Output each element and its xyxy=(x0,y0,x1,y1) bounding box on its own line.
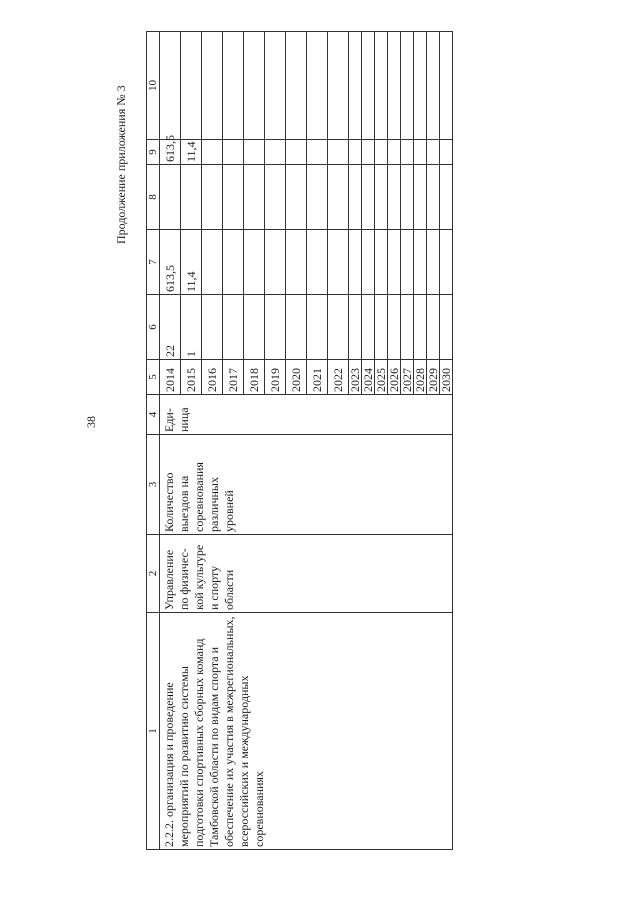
year-cell: 2027 xyxy=(401,360,414,395)
value-cell-c5 xyxy=(244,295,265,360)
column-number-3: 3 xyxy=(147,435,160,535)
column-number-5: 5 xyxy=(147,360,160,395)
value-cell-c5 xyxy=(265,295,286,360)
value-cell-c8 xyxy=(202,140,223,165)
year-cell: 2015 xyxy=(181,360,202,395)
value-cell-c6 xyxy=(375,230,388,295)
value-cell-c7 xyxy=(440,165,453,230)
value-cell-c7 xyxy=(349,165,362,230)
year-cell: 2017 xyxy=(223,360,244,395)
program-table xyxy=(146,31,453,850)
value-cell-c5 xyxy=(362,295,375,360)
value-cell-c7 xyxy=(328,165,349,230)
table-row xyxy=(160,32,181,850)
value-cell-c5 xyxy=(349,295,362,360)
unit-cell: Еди-ница xyxy=(160,395,453,435)
value-cell-c5 xyxy=(414,295,427,360)
value-cell-c6 xyxy=(401,230,414,295)
value-cell-c9 xyxy=(307,32,328,140)
value-cell-c9 xyxy=(244,32,265,140)
value-cell-c9 xyxy=(328,32,349,140)
year-cell: 2024 xyxy=(362,360,375,395)
column-number-6: 6 xyxy=(147,295,160,360)
year-cell: 2025 xyxy=(375,360,388,395)
value-cell-c9 xyxy=(401,32,414,140)
value-cell-c8: 11,4 xyxy=(181,140,202,165)
value-cell-c5 xyxy=(307,295,328,360)
value-cell-c8 xyxy=(265,140,286,165)
value-cell-c8 xyxy=(388,140,401,165)
value-cell-c6 xyxy=(328,230,349,295)
value-cell-c7 xyxy=(427,165,440,230)
value-cell-c8: 613,5 xyxy=(160,140,181,165)
column-number-8: 8 xyxy=(147,165,160,230)
value-cell-c6 xyxy=(286,230,307,295)
year-cell: 2029 xyxy=(427,360,440,395)
value-cell-c5 xyxy=(286,295,307,360)
value-cell-c7 xyxy=(414,165,427,230)
year-cell: 2018 xyxy=(244,360,265,395)
value-cell-c6 xyxy=(244,230,265,295)
year-cell: 2020 xyxy=(286,360,307,395)
value-cell-c7 xyxy=(181,165,202,230)
value-cell-c7 xyxy=(375,165,388,230)
value-cell-c9 xyxy=(375,32,388,140)
responsible-cell: Управление по физичес-кой культуре и спорту области xyxy=(160,535,453,613)
table-body xyxy=(147,32,453,850)
value-cell-c5: 22 xyxy=(160,295,181,360)
year-cell: 2016 xyxy=(202,360,223,395)
column-number-1: 1 xyxy=(147,613,160,850)
activity-cell: 2.2.2. организация и проведение мероприятий по развитию системы подготовки спортивных сборных команд Тамбовской области по видам спорта и обеспечение их участия в межрегиональных, всероссийских и международных соревнованиях xyxy=(160,613,453,850)
value-cell-c6 xyxy=(414,230,427,295)
year-cell: 2019 xyxy=(265,360,286,395)
column-number-2: 2 xyxy=(147,535,160,613)
value-cell-c6 xyxy=(362,230,375,295)
value-cell-c6: 613,5 xyxy=(160,230,181,295)
value-cell-c5 xyxy=(401,295,414,360)
value-cell-c5 xyxy=(202,295,223,360)
value-cell-c9 xyxy=(286,32,307,140)
value-cell-c5 xyxy=(388,295,401,360)
rotated-table-wrapper xyxy=(146,32,463,850)
value-cell-c7 xyxy=(307,165,328,230)
column-number-7: 7 xyxy=(147,230,160,295)
column-number-10: 10 xyxy=(147,32,160,140)
value-cell-c6 xyxy=(265,230,286,295)
year-cell: 2022 xyxy=(328,360,349,395)
value-cell-c9 xyxy=(362,32,375,140)
value-cell-c9 xyxy=(388,32,401,140)
page-number: 38 xyxy=(84,416,98,428)
value-cell-c8 xyxy=(362,140,375,165)
value-cell-c8 xyxy=(414,140,427,165)
value-cell-c8 xyxy=(223,140,244,165)
value-cell-c9 xyxy=(202,32,223,140)
value-cell-c8 xyxy=(286,140,307,165)
year-cell: 2026 xyxy=(388,360,401,395)
value-cell-c9 xyxy=(265,32,286,140)
value-cell-c5: 1 xyxy=(181,295,202,360)
value-cell-c6 xyxy=(202,230,223,295)
value-cell-c9 xyxy=(349,32,362,140)
column-number-9: 9 xyxy=(147,140,160,165)
value-cell-c8 xyxy=(244,140,265,165)
value-cell-c5 xyxy=(440,295,453,360)
value-cell-c9 xyxy=(181,32,202,140)
year-cell: 2021 xyxy=(307,360,328,395)
value-cell-c6 xyxy=(349,230,362,295)
value-cell-c5 xyxy=(427,295,440,360)
year-cell: 2030 xyxy=(440,360,453,395)
value-cell-c9 xyxy=(414,32,427,140)
value-cell-c9 xyxy=(223,32,244,140)
value-cell-c8 xyxy=(307,140,328,165)
value-cell-c7 xyxy=(202,165,223,230)
value-cell-c7 xyxy=(362,165,375,230)
value-cell-c7 xyxy=(223,165,244,230)
value-cell-c7 xyxy=(388,165,401,230)
value-cell-c8 xyxy=(349,140,362,165)
value-cell-c7 xyxy=(401,165,414,230)
value-cell-c5 xyxy=(223,295,244,360)
value-cell-c7 xyxy=(286,165,307,230)
indicator-cell: Количество выездов на соревнования различных уровней xyxy=(160,435,453,535)
value-cell-c9 xyxy=(160,32,181,140)
value-cell-c8 xyxy=(328,140,349,165)
year-cell: 2028 xyxy=(414,360,427,395)
value-cell-c6 xyxy=(223,230,244,295)
year-cell: 2023 xyxy=(349,360,362,395)
value-cell-c8 xyxy=(401,140,414,165)
column-number-4: 4 xyxy=(147,395,160,435)
value-cell-c7 xyxy=(265,165,286,230)
value-cell-c9 xyxy=(440,32,453,140)
page-heading: Продолжение приложения № 3 xyxy=(114,85,128,244)
value-cell-c8 xyxy=(427,140,440,165)
value-cell-c5 xyxy=(375,295,388,360)
value-cell-c6 xyxy=(307,230,328,295)
value-cell-c6 xyxy=(440,230,453,295)
column-number-row xyxy=(147,32,160,850)
value-cell-c7 xyxy=(244,165,265,230)
year-cell: 2014 xyxy=(160,360,181,395)
value-cell-c6 xyxy=(427,230,440,295)
value-cell-c6: 11,4 xyxy=(181,230,202,295)
value-cell-c5 xyxy=(328,295,349,360)
value-cell-c6 xyxy=(388,230,401,295)
value-cell-c7 xyxy=(160,165,181,230)
value-cell-c8 xyxy=(375,140,388,165)
value-cell-c9 xyxy=(427,32,440,140)
value-cell-c8 xyxy=(440,140,453,165)
